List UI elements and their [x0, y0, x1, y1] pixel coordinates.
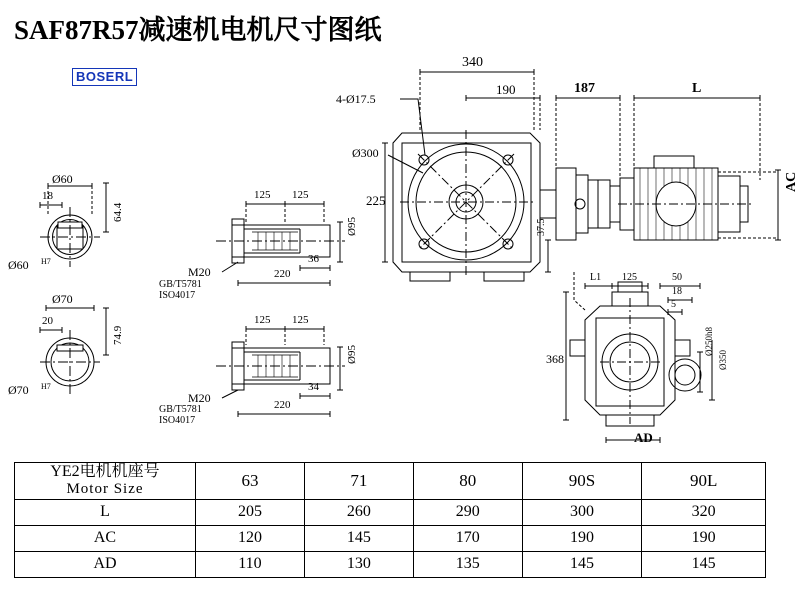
dim-shaft1-644: 64.4 [112, 202, 124, 222]
cell-AD-71: 130 [304, 551, 413, 577]
table-header-en: Motor Size [66, 481, 144, 498]
cell-AD-90L: 145 [642, 551, 766, 577]
dim-h1-220: 220 [274, 268, 291, 280]
dim-L1: L1 [590, 272, 602, 283]
dim-h1-125b: 125 [292, 189, 309, 201]
dim-18-right: 18 [672, 286, 682, 297]
dim-AD: AD [634, 430, 653, 445]
dim-h1-d95: Ø95 [346, 217, 358, 236]
dim-h2-34: 34 [308, 381, 319, 393]
motor-size-table [14, 462, 766, 578]
cell-L-63: 205 [196, 499, 305, 525]
table-header-label [15, 463, 196, 500]
table-col-0: 63 [196, 463, 305, 500]
table-row [15, 525, 766, 551]
cell-AC-71: 145 [304, 525, 413, 551]
dim-shaft2-20: 20 [42, 315, 53, 327]
cell-AC-80: 170 [413, 525, 522, 551]
row-label-AC: AC [15, 525, 196, 551]
page-title: SAF87R57减速机电机尺寸图纸 [14, 15, 382, 45]
dim-h1-125a: 125 [254, 189, 271, 201]
table-col-4: 90L [642, 463, 766, 500]
table-header-row [15, 463, 766, 500]
dim-shaft1-d60: Ø60 [52, 172, 73, 186]
dim-h1-iso: ISO4017 [159, 290, 196, 301]
brand-logo: BOSERL [72, 68, 137, 86]
dim-shaft2-d70h7: Ø70 [8, 383, 29, 397]
table-row [15, 551, 766, 577]
dim-h1-gb: GB/T5781 [159, 279, 202, 290]
dim-shaft2-749: 74.9 [112, 325, 124, 345]
dim-h2-125a: 125 [254, 314, 271, 326]
dim-368: 368 [546, 352, 564, 366]
dim-h2-gb: GB/T5781 [159, 404, 202, 415]
cell-AC-63: 120 [196, 525, 305, 551]
dim-h2-d95: Ø95 [346, 345, 358, 364]
cell-L-71: 260 [304, 499, 413, 525]
dim-AC: AC [784, 171, 799, 192]
dim-h2-125b: 125 [292, 314, 309, 326]
cell-L-90S: 300 [522, 499, 642, 525]
cell-AD-63: 110 [196, 551, 305, 577]
dim-225: 225 [366, 193, 386, 208]
dim-shaft2-d70: Ø70 [52, 292, 73, 306]
dim-50: 50 [672, 272, 682, 283]
dim-h2-m20: M20 [188, 391, 211, 405]
dim-h1-36: 36 [308, 253, 319, 265]
table-header-cn: YE2电机机座号 [50, 463, 160, 480]
cell-AD-80: 135 [413, 551, 522, 577]
cell-AC-90L: 190 [642, 525, 766, 551]
dim-190: 190 [496, 82, 516, 97]
dim-shaft2-h7: H7 [41, 382, 51, 391]
dim-5: 5 [671, 299, 676, 310]
dim-L: L [692, 81, 702, 96]
table-col-1: 71 [304, 463, 413, 500]
cell-L-80: 290 [413, 499, 522, 525]
dim-340: 340 [462, 55, 483, 70]
dim-375: 37.5 [536, 218, 547, 236]
dim-h2-iso: ISO4017 [159, 415, 196, 426]
cell-AD-90S: 145 [522, 551, 642, 577]
dim-d300: Ø300 [352, 146, 379, 160]
row-label-L: L [15, 499, 196, 525]
row-label-AD: AD [15, 551, 196, 577]
dim-4x-hole: 4-Ø17.5 [336, 92, 376, 106]
dim-h1-m20: M20 [188, 265, 211, 279]
dim-d350: Ø350 [718, 350, 728, 370]
dim-shaft1-h7: H7 [41, 257, 51, 266]
table-col-3: 90S [522, 463, 642, 500]
cell-L-90L: 320 [642, 499, 766, 525]
table-col-2: 80 [413, 463, 522, 500]
table-row [15, 499, 766, 525]
dim-187: 187 [574, 81, 595, 96]
dim-d250h8: Ø250h8 [704, 327, 714, 356]
dim-shaft1-18: 18 [42, 190, 53, 202]
dim-h2-220: 220 [274, 399, 291, 411]
dim-shaft1-d60h7: Ø60 [8, 258, 29, 272]
cell-AC-90S: 190 [522, 525, 642, 551]
dim-125-right: 125 [622, 272, 637, 283]
